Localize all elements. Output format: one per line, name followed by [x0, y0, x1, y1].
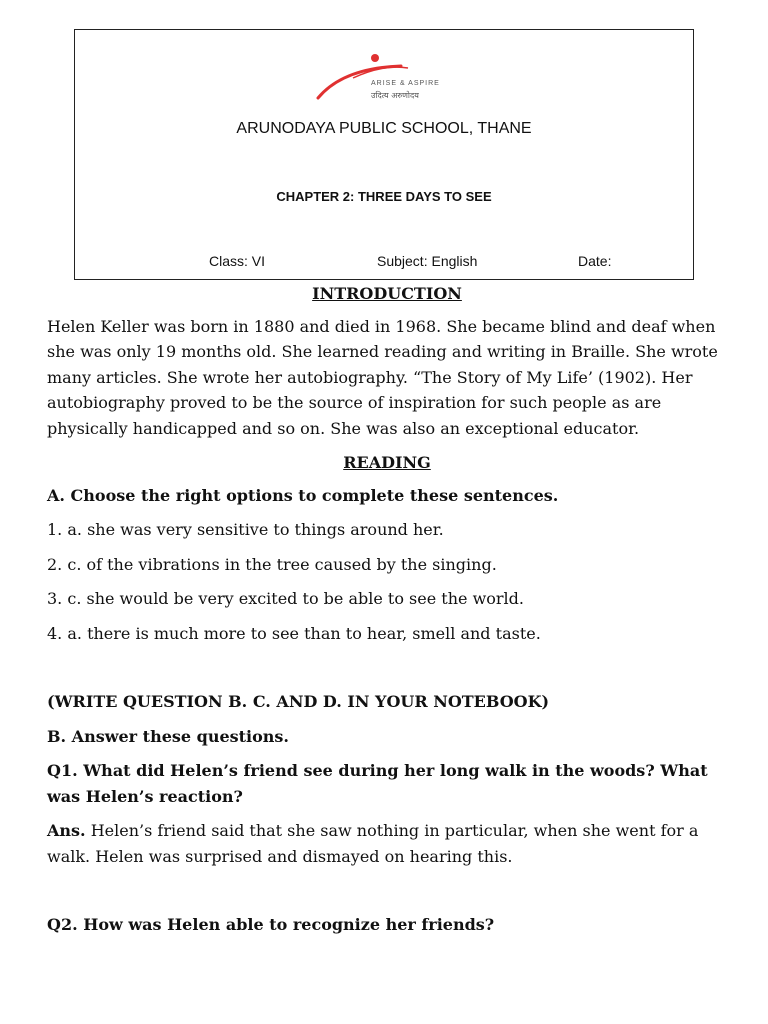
question-2: Q2. How was Helen able to recognize her friends?	[47, 915, 495, 934]
answer-item: 4. a. there is much more to see than to hear, smell and taste.	[47, 623, 541, 643]
answer-item: 3. c. she would be very excited to be able to see the world.	[47, 589, 524, 608]
answer-label: Ans.	[47, 821, 86, 840]
subject-label: Subject: English	[377, 253, 478, 269]
notebook-instruction: (WRITE QUESTION B. C. AND D. IN YOUR NOTEBOOK)	[47, 692, 550, 711]
class-label: Class: VI	[209, 253, 266, 269]
school-name: ARUNODAYA PUBLIC SCHOOL, THANE	[236, 120, 532, 137]
question-1: Q1. What did Helen’s friend see during her long walk in the woods? What was Helen’s reaction?	[47, 761, 708, 806]
header-box	[74, 29, 694, 280]
answer-1-text: Helen’s friend said that she saw nothing in particular, when she went for a walk. Helen was surprised and dismayed on hearing this.	[47, 821, 699, 866]
section-b-title: B. Answer these questions.	[47, 726, 289, 746]
introduction-heading: INTRODUCTION	[312, 284, 462, 303]
reading-heading: READING	[343, 453, 431, 472]
answer-1	[47, 818, 727, 869]
chapter-title: CHAPTER 2: THREE DAYS TO SEE	[276, 189, 492, 204]
logo-tagline: ARISE & ASPIRE	[371, 80, 440, 87]
date-label: Date:	[578, 253, 612, 269]
answer-item: 2. c. of the vibrations in the tree caused by the singing.	[47, 554, 497, 574]
school-logo	[313, 50, 463, 100]
answer-item: 1. a. she was very sensitive to things around her.	[47, 520, 444, 539]
logo-subtext: उदित्य अरुणोदय	[371, 91, 419, 100]
introduction-text: Helen Keller was born in 1880 and died in 1968. She became blind and deaf when she was only 19 months old. She learned reading and writing in Braille. She wrote many articles. She wrote her autobiography. “The Story of My Life’ (1902). Her autobiography proved to be the source of inspiration for such people as are physically handicapped and so on. She was also an exceptional educator.	[47, 316, 718, 438]
worksheet-content	[47, 281, 727, 938]
section-a-title: A. Choose the right options to complete these sentences.	[47, 485, 559, 505]
